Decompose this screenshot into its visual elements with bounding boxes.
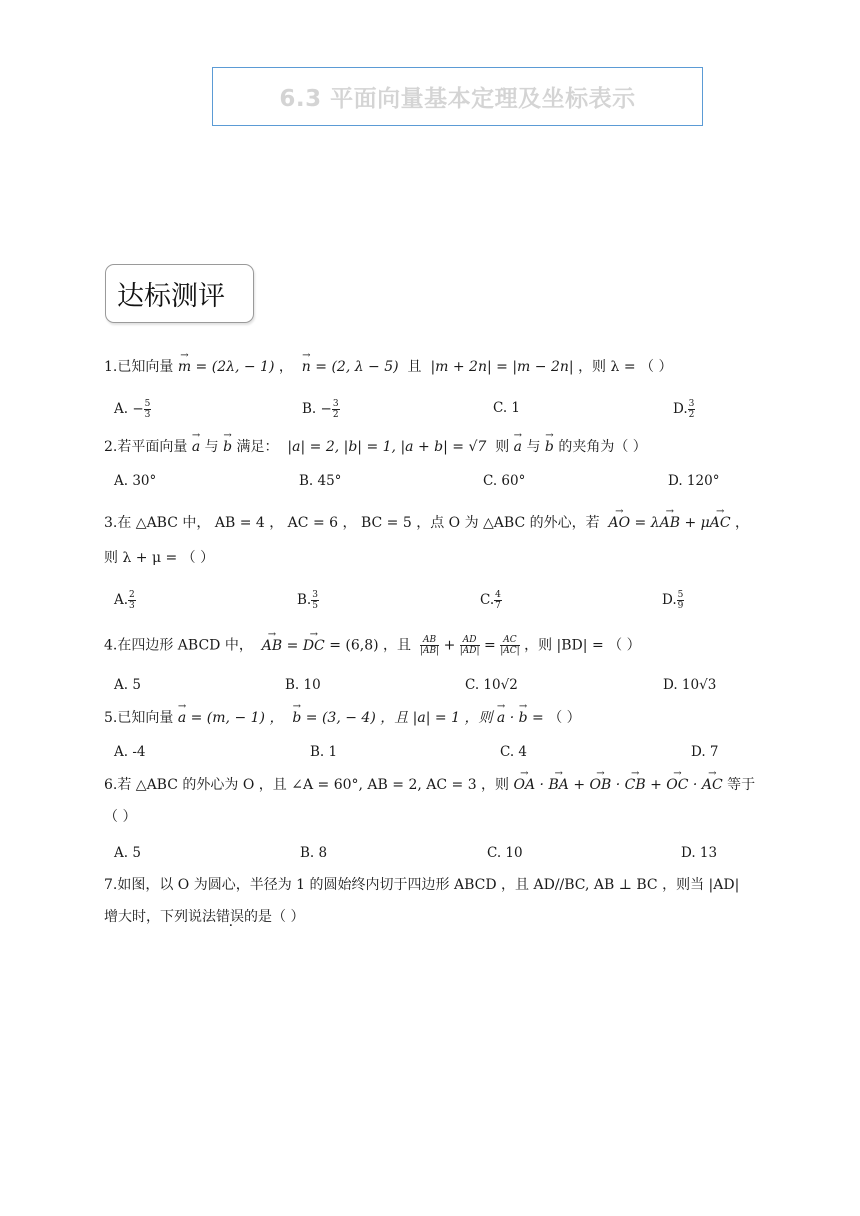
- q6-option-a[interactable]: A. 5: [114, 845, 141, 861]
- emphasis-word: 错误: [216, 909, 244, 925]
- q5-option-d[interactable]: D. 7: [691, 744, 719, 760]
- question-1-stem: 1.已知向量 → m = (2λ, − 1) ， → n = (2, λ − 5) 且 |m + 2n| = |m − 2n| ，则 λ = （ ）: [104, 358, 672, 376]
- question-6-line-2: （ ）: [104, 809, 137, 825]
- q6-option-c[interactable]: C. 10: [487, 845, 523, 861]
- page-title: 6.3 平面向量基本定理及坐标表示: [279, 86, 636, 112]
- section-label: 达标测评: [117, 281, 225, 312]
- q6-option-d[interactable]: D. 13: [681, 845, 718, 861]
- question-4-stem: 4.在四边形 ABCD 中， → AB = → DC = (6,8) ，且 $\frac{AB}{|AB|}$ + $\frac{AD}{|AD|}$ = $\frac{AC}{|AC|}$ ，则 |BD| = （ ）: [104, 635, 641, 656]
- q1-option-d[interactable]: D. $\frac{3}{2}$: [673, 399, 695, 420]
- q3-option-d[interactable]: D. $\frac{5}{9}$: [662, 590, 684, 611]
- q3-option-b[interactable]: B. $\frac{3}{5}$: [297, 590, 318, 611]
- question-6-line-1: 6.若 △ABC 的外心为 O ，且 ∠A = 60°, AB = 2, AC = 3 ，则 → OA · → BA + → OB · → CB + → OC · → AC 等于: [104, 776, 755, 794]
- q3-option-c[interactable]: C. $\frac{4}{7}$: [480, 590, 501, 611]
- section-badge: [105, 264, 254, 323]
- question-3-line-2: 则 λ + μ = （ ）: [104, 550, 215, 566]
- question-3-line-1: 3.在 △ABC 中， AB = 4 ， AC = 6 ， BC = 5 ，点 O 为 △ABC 的外心，若 → AO = λ→ AB + μ→ AC ，: [104, 514, 749, 532]
- q4-option-b[interactable]: B. 10: [285, 677, 321, 693]
- q1-option-a[interactable]: A. − $\frac{5}{3}$: [114, 399, 151, 420]
- q4-option-a[interactable]: A. 5: [114, 677, 141, 693]
- q5-option-b[interactable]: B. 1: [310, 744, 338, 760]
- q5-option-a[interactable]: A. -4: [114, 744, 146, 760]
- q3-option-a[interactable]: A. $\frac{2}{3}$: [114, 590, 135, 611]
- q4-option-c[interactable]: C. 10√2: [465, 677, 518, 693]
- q2-option-c[interactable]: C. 60°: [483, 473, 526, 489]
- question-2-stem: 2.若平面向量 → a 与 → b 满足： |a| = 2, |b| = 1, |a + b| = √7 则 → a 与 → b 的夹角为（ ）: [104, 438, 647, 456]
- q4-option-d[interactable]: D. 10√3: [663, 677, 717, 693]
- question-7-line-2: 增大时，下列说法错误的是（ ）: [104, 909, 305, 925]
- q1-option-c[interactable]: C. 1: [493, 400, 521, 416]
- q5-option-c[interactable]: C. 4: [500, 744, 528, 760]
- question-7-line-1: 7.如图，以 O 为圆心，半径为 1 的圆始终内切于四边形 ABCD ，且 AD//BC, AB ⊥ BC ，则当 |AD|: [104, 877, 740, 893]
- q6-option-b[interactable]: B. 8: [300, 845, 328, 861]
- q2-option-b[interactable]: B. 45°: [299, 473, 342, 489]
- q1-option-b[interactable]: B. − $\frac{3}{2}$: [302, 399, 339, 420]
- q2-option-a[interactable]: A. 30°: [114, 473, 157, 489]
- q2-option-d[interactable]: D. 120°: [668, 473, 720, 489]
- question-5-stem: 5.已知向量 → a = (m, − 1) ， → b = (3, − 4) ，且 |a| = 1 ，则 → a · → b = （ ）: [104, 709, 581, 727]
- title-box: [212, 67, 703, 126]
